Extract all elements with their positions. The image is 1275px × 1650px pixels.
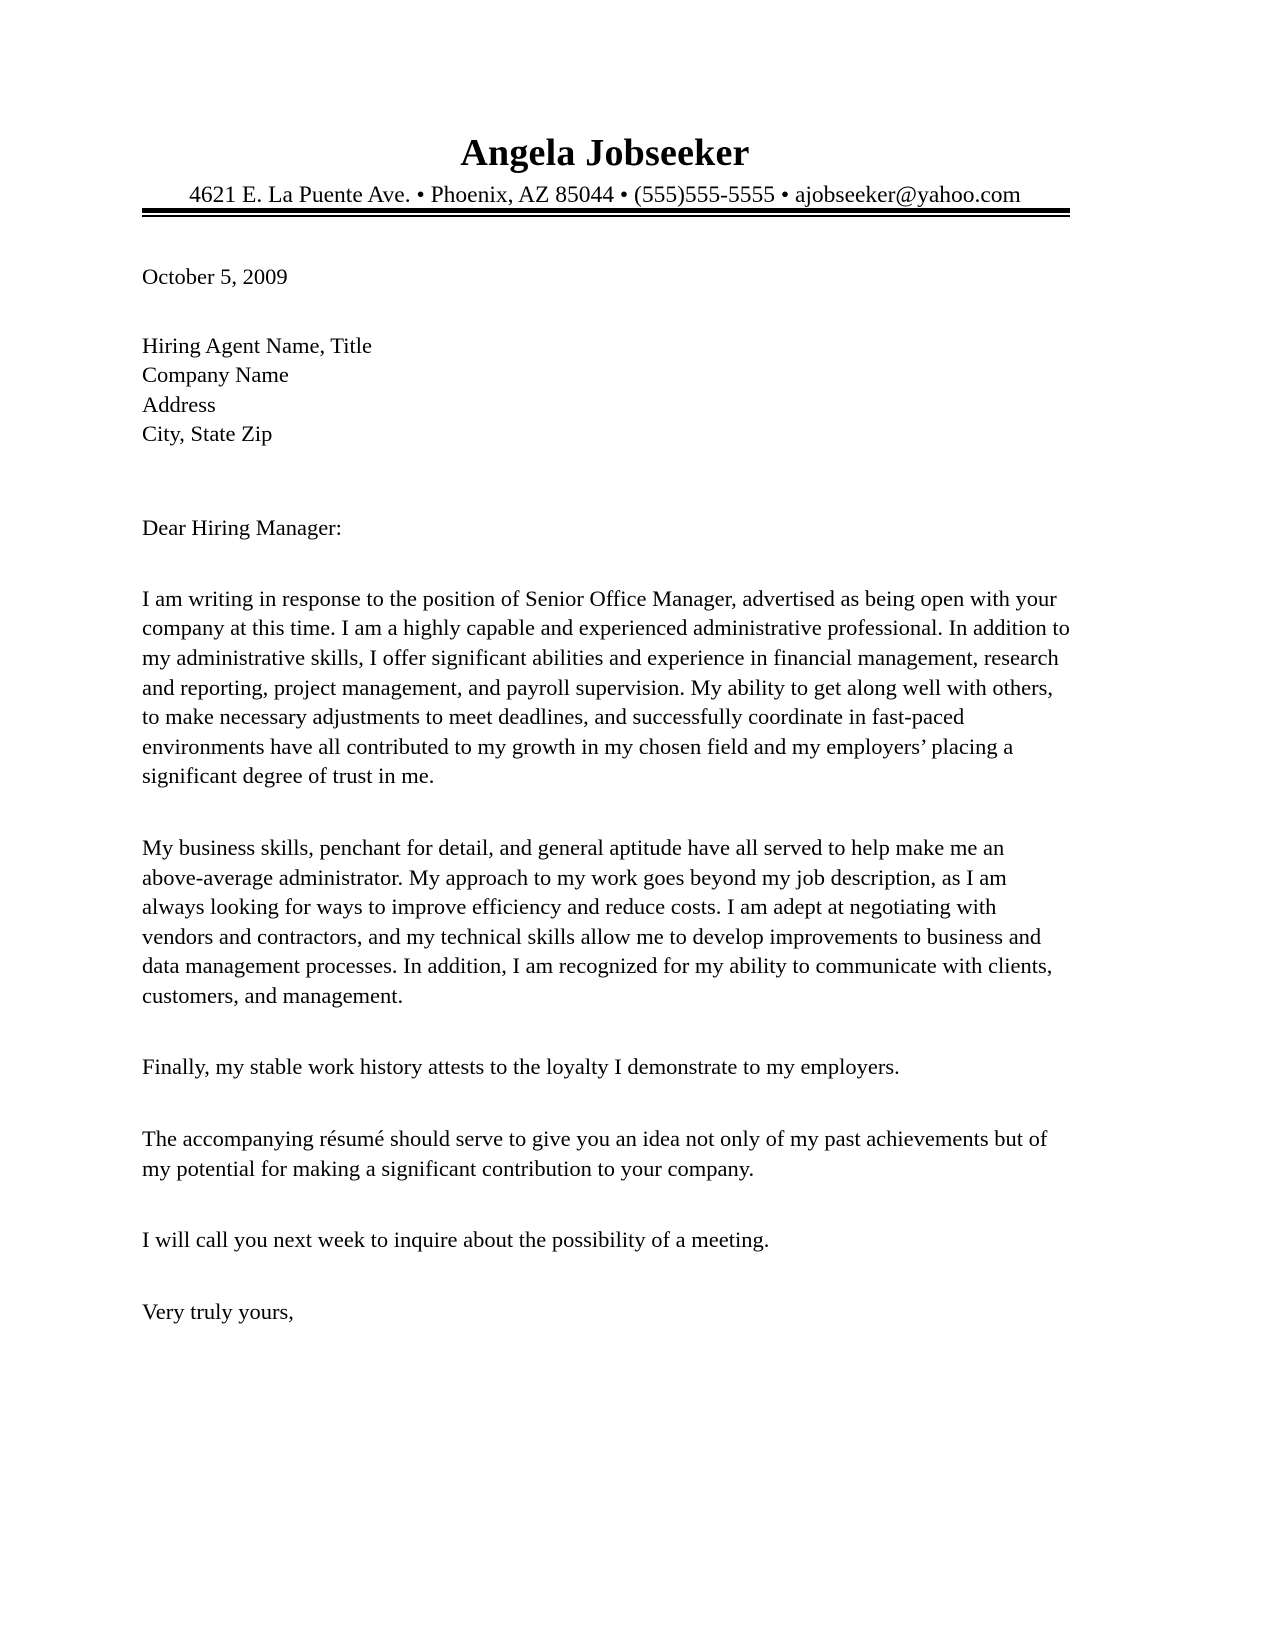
body-paragraph-1: I am writing in response to the position of Senior Office Manager, advertised as being open with your company at this time. I am a highly capable and experienced administrative professional. In addition to my administrative skills, I offer significant abilities and experience in financial management, research and reporting, project management, and payroll supervision. My ability to get along well with others, to make necessary adjustments to meet deadlines, and successfully coordinate in fast-paced environments have all contributed to my growth in my chosen field and my employers’ placing a significant degree of trust in me.	[142, 585, 1070, 789]
closing-salutation: Very truly yours,	[142, 1298, 294, 1324]
letterhead	[140, 132, 1070, 209]
recipient-company: Company Name	[142, 362, 289, 388]
contact-line: 4621 E. La Puente Ave. • Phoenix, AZ 85044 • (555)555-5555 • ajobseeker@yahoo.com	[189, 181, 1021, 208]
body-paragraph-2: My business skills, penchant for detail, and general aptitude have all served to help make me an above-average administrator. My approach to my work goes beyond my job description, as I am always looking for ways to improve efficiency and reduce costs. I am adept at negotiating with vendors and contractors, and my technical skills allow me to develop improvements to business and data management processes. In addition, I am recognized for my ability to communicate with clients, customers, and management.	[142, 834, 1053, 1008]
applicant-name: Angela Jobseeker	[460, 132, 750, 174]
body-paragraph-4: The accompanying résumé should serve to give you an idea not only of my past achievements but of my potential for making a significant contribution to your company.	[142, 1126, 1048, 1181]
salutation: Dear Hiring Manager:	[142, 514, 342, 540]
header-divider-thin-line	[142, 215, 1070, 217]
recipient-address-block	[142, 331, 1070, 449]
header-divider	[142, 208, 1070, 217]
body-paragraph-3: Finally, my stable work history attests to the loyalty I demonstrate to my employers.	[142, 1054, 900, 1080]
recipient-address: Address	[142, 391, 216, 417]
body-paragraph-5: I will call you next week to inquire about the possibility of a meeting.	[142, 1227, 770, 1253]
recipient-name-title: Hiring Agent Name, Title	[142, 333, 372, 359]
letter-body	[142, 262, 1070, 1326]
recipient-city-state-zip: City, State Zip	[142, 421, 273, 447]
letter-date: October 5, 2009	[142, 264, 288, 289]
